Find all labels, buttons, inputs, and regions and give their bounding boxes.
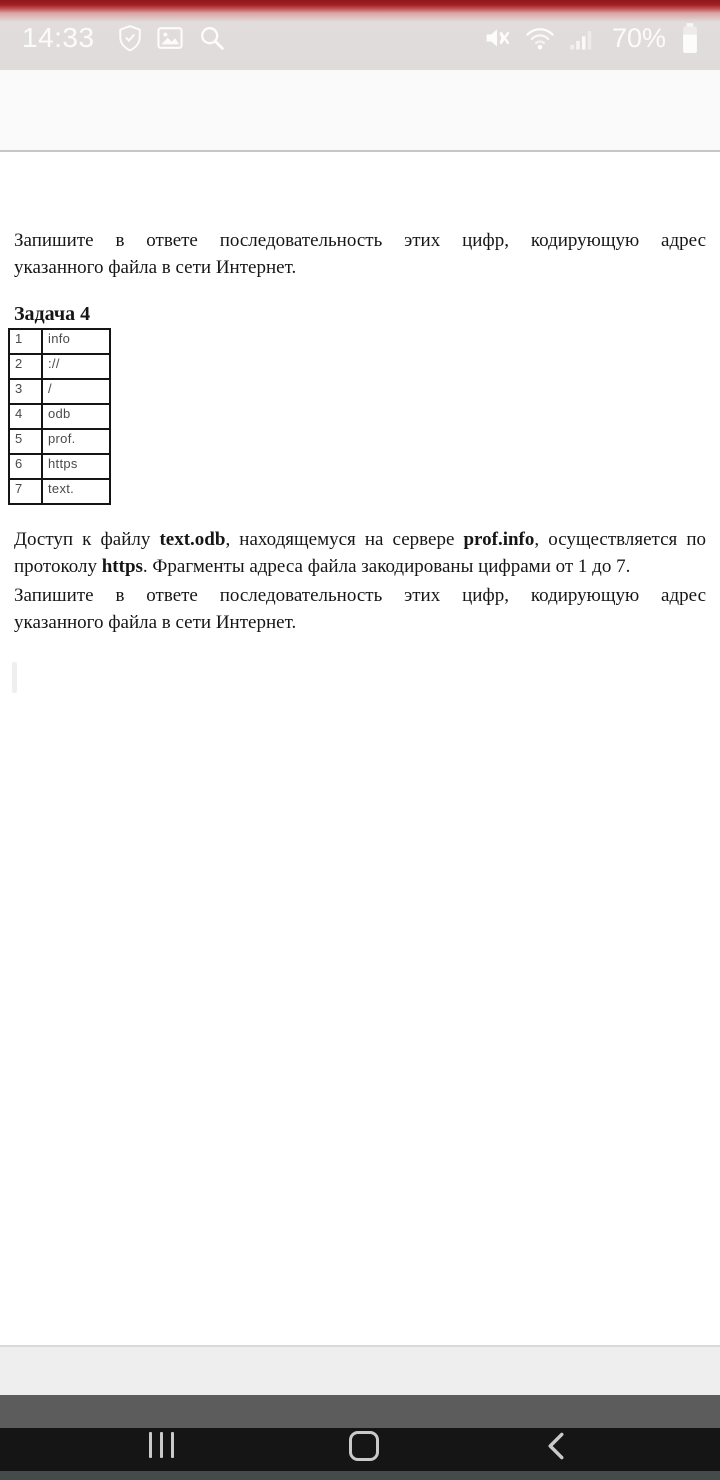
- search-icon: [197, 23, 227, 53]
- code-number-cell: 7: [9, 479, 42, 504]
- signal-icon: [568, 23, 596, 53]
- recents-button[interactable]: [140, 1430, 182, 1460]
- gallery-icon: [155, 23, 185, 53]
- code-fragment-cell: https: [42, 454, 110, 479]
- table-row: [9, 479, 110, 504]
- code-fragment-cell: /: [42, 379, 110, 404]
- code-fragment-cell: text.: [42, 479, 110, 504]
- code-fragment-cell: info: [42, 329, 110, 354]
- code-fragment-cell: prof.: [42, 429, 110, 454]
- bottom-gray-band: [0, 1395, 720, 1428]
- code-fragment-cell: ://: [42, 354, 110, 379]
- faint-cursor-artifact: [12, 662, 17, 693]
- status-bar-right: [476, 22, 706, 54]
- code-table-body: [9, 329, 110, 504]
- battery-icon: [680, 22, 700, 54]
- code-number-cell: 2: [9, 354, 42, 379]
- code-number-cell: 1: [9, 329, 42, 354]
- bottom-strip: [0, 1471, 720, 1480]
- wifi-icon: [524, 23, 556, 53]
- code-number-cell: 5: [9, 429, 42, 454]
- android-nav-bar: [0, 1428, 720, 1471]
- back-button[interactable]: [540, 1430, 572, 1462]
- status-bar-left: [22, 22, 233, 54]
- status-bar[interactable]: [0, 0, 720, 70]
- table-row: [9, 454, 110, 479]
- clock: 14:33: [22, 22, 95, 53]
- table-row: [9, 429, 110, 454]
- table-row: [9, 354, 110, 379]
- paragraph-write-answer-repeat: Запишите в ответе последовательность этих цифр, кодирующую адрес указанного файла в сети Интернет.: [14, 585, 706, 633]
- paragraph-task-description: Доступ к файлу text.odb, находящемуся на сервере prof.info, осуществляется по протоколу https. Фрагменты адреса файла закодированы цифрами от 1 до 7.: [14, 529, 706, 577]
- paragraph-write-answer: Запишите в ответе последовательность этих цифр, кодирующую адрес указанного файла в сети Интернет.: [14, 230, 706, 278]
- code-number-cell: 4: [9, 404, 42, 429]
- home-button[interactable]: [346, 1430, 382, 1462]
- task-title: Задача 4: [14, 303, 91, 325]
- table-row: [9, 404, 110, 429]
- bottom-light-band: [0, 1345, 720, 1395]
- table-row: [9, 379, 110, 404]
- table-row: [9, 329, 110, 354]
- code-number-cell: 3: [9, 379, 42, 404]
- battery-percent: 70%: [611, 22, 666, 53]
- code-number-cell: 6: [9, 454, 42, 479]
- code-fragment-cell: odb: [42, 404, 110, 429]
- mute-icon: [482, 23, 512, 53]
- document-page[interactable]: [0, 152, 720, 1345]
- shield-check-icon: [117, 23, 143, 53]
- toolbar-empty-band: [0, 70, 720, 152]
- code-table: [8, 328, 111, 505]
